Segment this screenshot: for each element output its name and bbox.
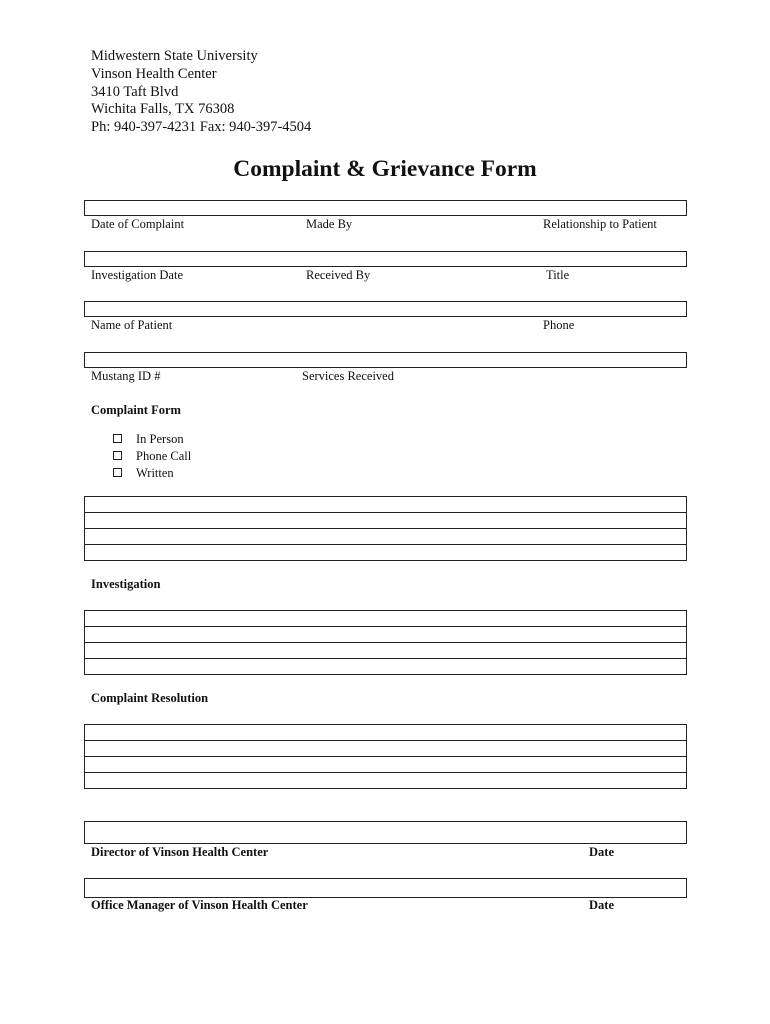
patient-info-input[interactable] [84,301,687,317]
health-center-name: Vinson Health Center [91,66,217,82]
complaint-line[interactable] [85,529,686,545]
name-of-patient-label: Name of Patient [91,318,173,332]
phone-label: Phone [543,318,575,332]
street-address: 3410 Taft Blvd [91,84,179,100]
title-label: Title [546,268,570,282]
investigation-date-label: Investigation Date [91,268,183,282]
resolution-heading: Complaint Resolution [91,691,209,705]
director-signature-input[interactable] [84,821,687,844]
university-name: Midwestern State University [91,48,258,64]
manager-signature-input[interactable] [84,878,687,898]
phone-fax: Ph: 940-397-4231 Fax: 940-397-4504 [91,119,312,135]
director-label: Director of Vinson Health Center [91,845,269,859]
city-state-zip: Wichita Falls, TX 76308 [91,101,235,117]
manager-label: Office Manager of Vinson Health Center [91,898,308,912]
services-received-label: Services Received [302,369,394,383]
complaint-details-lines[interactable] [84,496,687,561]
in-person-checkbox[interactable] [113,434,122,443]
made-by-label: Made By [306,217,353,231]
complaint-line[interactable] [85,513,686,529]
in-person-label: In Person [136,432,184,446]
phone-call-checkbox[interactable] [113,451,122,460]
patient-services-input[interactable] [84,352,687,368]
form-title: Complaint & Grievance Form [233,156,537,182]
complaint-form-heading: Complaint Form [91,403,181,417]
relationship-label: Relationship to Patient [543,217,657,231]
written-checkbox[interactable] [113,468,122,477]
written-label: Written [136,466,174,480]
resolution-line[interactable] [85,773,686,788]
investigation-info-input[interactable] [84,251,687,267]
manager-date-label: Date [589,898,614,912]
investigation-line[interactable] [85,627,686,643]
resolution-line[interactable] [85,725,686,741]
resolution-line[interactable] [85,757,686,773]
resolution-lines[interactable] [84,724,687,789]
investigation-line[interactable] [85,659,686,674]
investigation-line[interactable] [85,643,686,659]
complaint-line[interactable] [85,545,686,560]
investigation-lines[interactable] [84,610,687,675]
investigation-heading: Investigation [91,577,161,591]
investigation-line[interactable] [85,611,686,627]
resolution-line[interactable] [85,741,686,757]
received-by-label: Received By [306,268,371,282]
mustang-id-label: Mustang ID # [91,369,161,383]
phone-call-label: Phone Call [136,449,192,463]
director-date-label: Date [589,845,614,859]
complaint-line[interactable] [85,497,686,513]
date-of-complaint-label: Date of Complaint [91,217,185,231]
complaint-info-input[interactable] [84,200,687,216]
